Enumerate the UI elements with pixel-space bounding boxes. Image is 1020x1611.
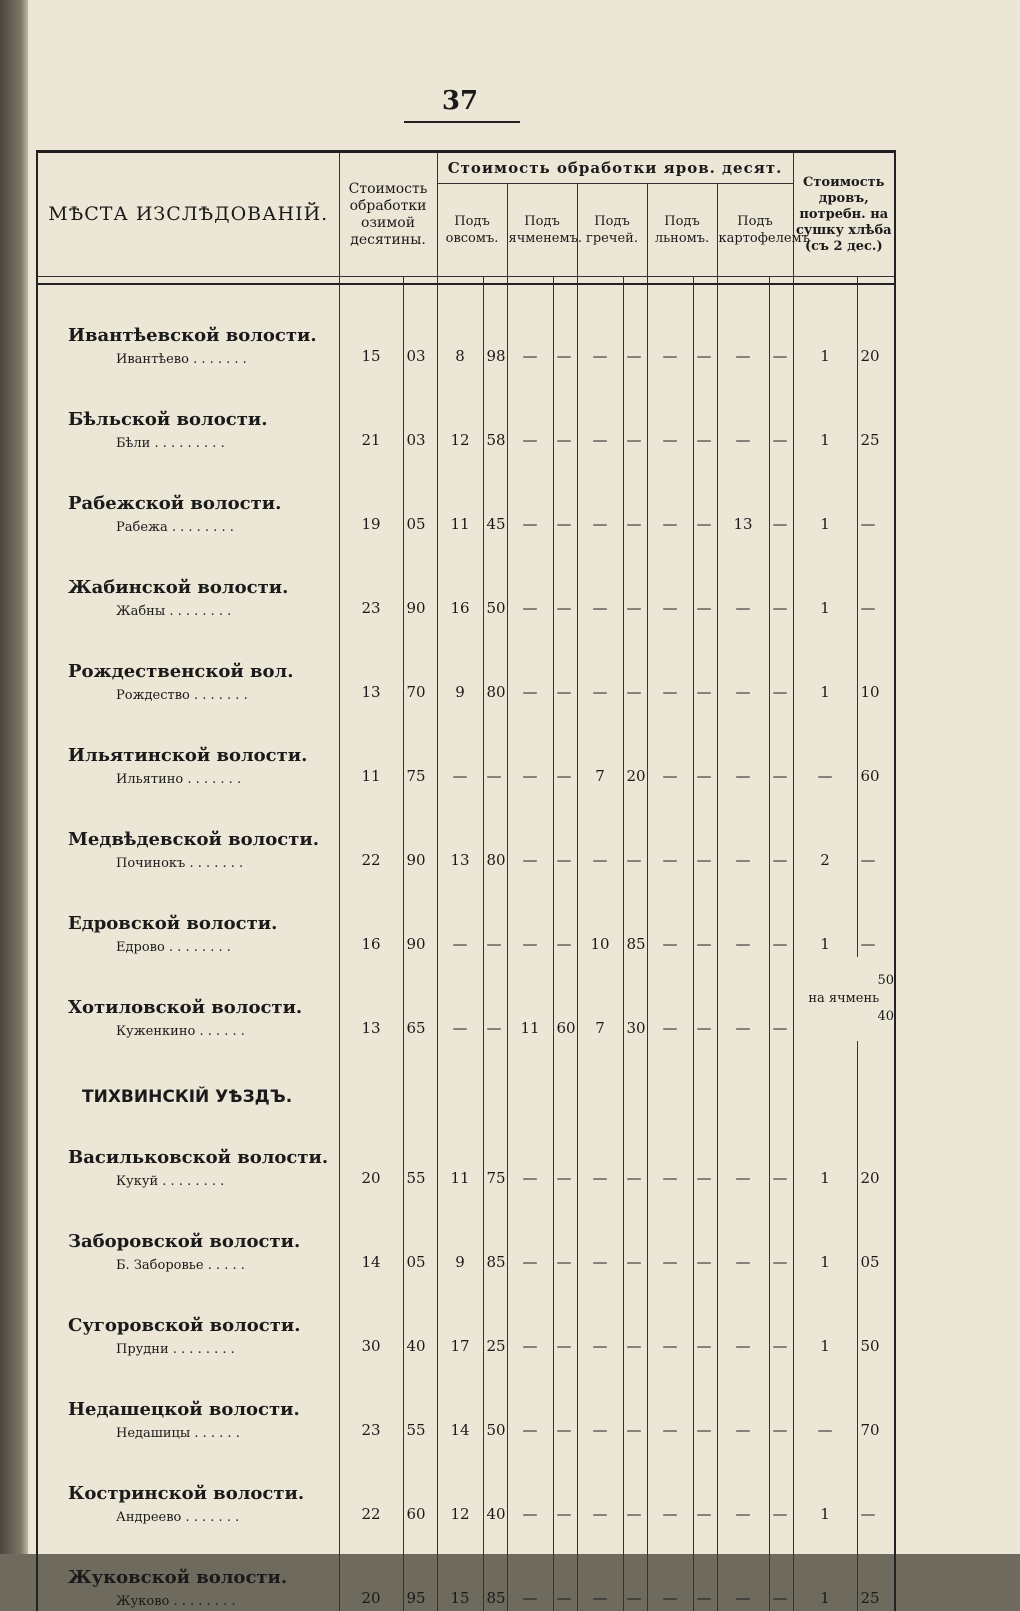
value-cell: 75 [403,705,437,789]
value-cell: — [793,705,857,789]
value-cell: — [623,621,647,705]
value-cell: 30 [623,957,647,1041]
value-cell: 1 [793,1527,857,1611]
value-cell: — [553,789,577,873]
value-cell: — [577,1443,623,1527]
value-cell: 7 [577,705,623,789]
value-cell: 40 [403,1275,437,1359]
value-cell: 55 [403,1359,437,1443]
value-cell: 22 [339,789,403,873]
value-cell: 16 [437,537,483,621]
volost-name: Жабинской волости. [68,577,289,598]
village-name: Б. Заборовье . . . . . [116,1258,245,1273]
value-cell: — [717,369,769,453]
value-cell: — [553,1107,577,1191]
place-cell [37,453,339,537]
value-cell: — [647,1359,693,1443]
village-name: Куженкино . . . . . . [116,1024,245,1039]
value-cell: 9 [437,1191,483,1275]
value-cell: 75 [483,1107,507,1191]
value-cell: — [693,453,717,537]
volost-name: Недашецкой волости. [68,1399,300,1420]
value-cell: 8 [437,284,483,369]
value-cell: 9 [437,621,483,705]
cost-table [36,150,896,1611]
place-cell [37,957,339,1041]
value-cell: — [717,789,769,873]
volost-name: Ивантѣевской волости. [68,325,317,346]
page-number: 37 [441,86,479,116]
value-cell: 1 [793,873,857,957]
value-cell: 1 [793,621,857,705]
value-cell: — [623,1275,647,1359]
header-buckwheat: Подъ гречей. [577,184,647,277]
value-cell: 15 [437,1527,483,1611]
value-cell: 19 [339,453,403,537]
table-row [37,1527,895,1611]
value-cell: 1 [793,1107,857,1191]
value-cell: 60 [403,1443,437,1527]
value-cell: — [769,453,793,537]
value-cell: — [769,1191,793,1275]
place-cell [37,873,339,957]
value-cell: 45 [483,453,507,537]
value-cell: — [717,1359,769,1443]
value-cell: — [693,1527,717,1611]
page-number-rule [404,121,520,123]
value-cell: — [857,453,895,537]
value-cell: — [577,284,623,369]
value-cell: — [769,873,793,957]
value-cell: — [647,705,693,789]
value-cell: — [693,789,717,873]
value-cell: — [647,789,693,873]
value-cell: 60 [553,957,577,1041]
table-row [37,621,895,705]
value-cell: 17 [437,1275,483,1359]
value-cell: — [693,1191,717,1275]
value-cell: — [623,1191,647,1275]
value-cell: 03 [403,369,437,453]
table-row [37,957,895,1041]
table-row [37,369,895,453]
place-cell [37,537,339,621]
value-cell: — [647,453,693,537]
value-cell: — [857,873,895,957]
value-cell: 05 [857,1191,895,1275]
village-name: Рождество . . . . . . . [116,688,248,703]
value-cell: 85 [623,873,647,957]
value-cell: 90 [403,537,437,621]
value-cell: — [623,1359,647,1443]
value-cell: 23 [339,1359,403,1443]
value-cell: 90 [403,873,437,957]
value-cell: — [483,873,507,957]
value-cell: — [623,369,647,453]
value-cell: — [553,1359,577,1443]
value-cell: — [553,705,577,789]
value-cell: 13 [437,789,483,873]
table-row [37,1107,895,1191]
value-cell: — [623,284,647,369]
value-cell: — [507,1107,553,1191]
value-cell: — [623,537,647,621]
table-row [37,1191,895,1275]
value-cell: 50 [483,1359,507,1443]
value-cell: — [769,1275,793,1359]
wood-note-cell [793,957,895,1041]
value-cell: — [507,789,553,873]
value-cell: — [693,537,717,621]
value-cell: — [717,873,769,957]
value-cell: — [507,1275,553,1359]
table-row [37,284,895,369]
village-name: Едрово . . . . . . . . [116,940,231,955]
value-cell: — [623,1443,647,1527]
value-cell: 65 [403,957,437,1041]
value-cell: 55 [403,1107,437,1191]
value-cell: — [577,369,623,453]
volost-name: Васильковской волости. [68,1147,329,1168]
value-cell: 20 [339,1527,403,1611]
value-cell: — [577,789,623,873]
value-cell: 23 [339,537,403,621]
value-cell: — [769,957,793,1041]
header-places: МѢСТА ИЗСЛѢДОВАНІЙ. [37,152,339,277]
value-cell: 11 [507,957,553,1041]
value-cell: — [793,1359,857,1443]
value-cell: — [553,1191,577,1275]
value-cell: 20 [857,1107,895,1191]
value-cell: — [647,621,693,705]
value-cell: — [507,369,553,453]
value-cell: — [623,1107,647,1191]
value-cell: — [693,957,717,1041]
value-cell: 25 [857,369,895,453]
header-flax: Подъ льномъ. [647,184,717,277]
value-cell: 70 [857,1359,895,1443]
value-cell: 11 [437,1107,483,1191]
value-cell: — [693,873,717,957]
value-cell: — [647,1107,693,1191]
volost-name: Костринской волости. [68,1483,305,1504]
value-cell: — [769,705,793,789]
value-cell: — [769,1359,793,1443]
table-row [37,789,895,873]
uezd-heading-cell [37,1041,339,1107]
village-name: Ильятино . . . . . . . [116,772,242,787]
value-cell: 13 [339,957,403,1041]
value-cell: — [507,1527,553,1611]
value-cell: 1 [793,1275,857,1359]
value-cell: — [437,873,483,957]
header-oats: Подъ овсомъ. [437,184,507,277]
value-cell: — [693,705,717,789]
value-cell: 05 [403,453,437,537]
table-row [37,453,895,537]
value-cell: 1 [793,1191,857,1275]
value-cell: — [693,284,717,369]
value-cell: — [577,1527,623,1611]
place-cell [37,1443,339,1527]
value-cell: — [647,957,693,1041]
value-cell: 60 [857,705,895,789]
value-cell: 1 [793,284,857,369]
book-spine-shadow [0,0,30,1554]
value-cell: 20 [857,284,895,369]
value-cell: 90 [403,789,437,873]
value-cell: 15 [339,284,403,369]
place-cell [37,1275,339,1359]
volost-name: Бѣльской волости. [68,409,268,430]
value-cell: — [647,1527,693,1611]
header-winter-cost: Стоимость обработки озимой десятины. [339,152,437,277]
value-cell: 13 [339,621,403,705]
value-cell: 80 [483,621,507,705]
value-cell: — [483,705,507,789]
volost-name: Хотиловской волости. [68,997,303,1018]
value-cell: 11 [339,705,403,789]
value-cell: — [507,284,553,369]
value-cell: 80 [483,789,507,873]
value-cell: 1 [793,537,857,621]
wood-note-line: 40 [877,1009,895,1024]
value-cell: 22 [339,1443,403,1527]
value-cell: 58 [483,369,507,453]
place-cell [37,369,339,453]
value-cell: — [693,369,717,453]
value-cell: 21 [339,369,403,453]
value-cell: 7 [577,957,623,1041]
village-name: Жуково . . . . . . . . [116,1594,236,1609]
value-cell: — [623,1527,647,1611]
village-name: Рабежа . . . . . . . . [116,520,234,535]
table-row [37,1275,895,1359]
place-cell [37,1107,339,1191]
village-name: Бѣли . . . . . . . . . [116,436,225,451]
header-spring-cost-group: Стоимость обработки яров. десят. [437,152,793,184]
value-cell: — [717,1191,769,1275]
value-cell: 20 [339,1107,403,1191]
place-cell [37,705,339,789]
village-name: Починокъ . . . . . . . [116,856,244,871]
value-cell: 13 [717,453,769,537]
value-cell: — [769,789,793,873]
volost-name: Заборовской волости. [68,1231,301,1252]
value-cell: — [647,284,693,369]
value-cell: 10 [857,621,895,705]
table-row [37,1359,895,1443]
value-cell: — [717,1443,769,1527]
value-cell: — [717,705,769,789]
volost-name: Жуковской волости. [68,1567,288,1588]
value-cell: 16 [339,873,403,957]
value-cell: 12 [437,1443,483,1527]
table-row [37,705,895,789]
value-cell: — [647,1191,693,1275]
value-cell: — [507,453,553,537]
value-cell: — [577,1275,623,1359]
value-cell: — [717,1107,769,1191]
uezd-heading: ТИХВИНСКІЙ УѢЗДЪ. [82,1087,293,1107]
value-cell: 1 [793,369,857,453]
value-cell: — [769,537,793,621]
value-cell: — [769,369,793,453]
value-cell: — [483,957,507,1041]
header-wood-cost: Стоимость дровъ, потребн. на сушку хлѣба (съ 2 дес.) [793,152,895,277]
value-cell: 70 [403,621,437,705]
place-cell [37,621,339,705]
value-cell: — [623,789,647,873]
value-cell: — [857,1443,895,1527]
value-cell: 85 [483,1527,507,1611]
header-barley: Подъ ячменемъ. [507,184,577,277]
book-page [28,0,1020,1609]
volost-name: Сугоровской волости. [68,1315,301,1336]
value-cell: 14 [339,1191,403,1275]
value-cell: 03 [403,284,437,369]
value-cell: — [553,537,577,621]
value-cell: — [437,957,483,1041]
value-cell: 50 [857,1275,895,1359]
value-cell: — [577,537,623,621]
village-name: Недашицы . . . . . . [116,1426,240,1441]
value-cell: — [507,1443,553,1527]
value-cell: 25 [483,1275,507,1359]
value-cell: — [693,1443,717,1527]
value-cell: — [717,957,769,1041]
value-cell: — [769,1527,793,1611]
value-cell: 1 [793,1443,857,1527]
volost-name: Рабежской волости. [68,493,282,514]
value-cell: — [647,537,693,621]
village-name: Жабны . . . . . . . . [116,604,232,619]
value-cell: — [553,1275,577,1359]
value-cell: 40 [483,1443,507,1527]
value-cell: — [857,789,895,873]
place-cell [37,789,339,873]
value-cell: — [553,453,577,537]
value-cell: — [553,621,577,705]
place-cell [37,284,339,369]
volost-name: Медвѣдевской волости. [68,829,320,850]
value-cell: — [717,621,769,705]
value-cell: — [507,537,553,621]
volost-name: Ильятинской волости. [68,745,308,766]
value-cell: — [553,1527,577,1611]
table-row [37,873,895,957]
volost-name: Рождественской вол. [68,661,294,682]
table-row [37,537,895,621]
village-name: Прудни . . . . . . . . [116,1342,235,1357]
value-cell: — [577,621,623,705]
value-cell: — [717,1275,769,1359]
place-cell [37,1527,339,1611]
value-cell: — [623,453,647,537]
value-cell: — [647,873,693,957]
value-cell: — [769,621,793,705]
value-cell: — [693,1107,717,1191]
value-cell: 05 [403,1191,437,1275]
value-cell: — [553,1443,577,1527]
value-cell: — [437,705,483,789]
value-cell: — [577,453,623,537]
value-cell: — [577,1107,623,1191]
value-cell: — [717,537,769,621]
value-cell: — [717,284,769,369]
value-cell: — [553,284,577,369]
value-cell: 20 [623,705,647,789]
value-cell: — [647,369,693,453]
value-cell: — [647,1443,693,1527]
value-cell: 50 [483,537,507,621]
value-cell: — [507,1359,553,1443]
wood-note-line: на ячмень [808,991,880,1006]
value-cell: — [507,705,553,789]
header-potato: Подъ картофелемъ [717,184,793,277]
value-cell: — [769,1443,793,1527]
value-cell: 11 [437,453,483,537]
wood-note-line: 50 [877,973,895,988]
value-cell: — [693,1275,717,1359]
value-cell: — [693,621,717,705]
value-cell: 10 [577,873,623,957]
value-cell: 1 [793,453,857,537]
village-name: Андреево . . . . . . . [116,1510,240,1525]
value-cell: — [507,873,553,957]
value-cell: — [553,369,577,453]
table-row [37,1443,895,1527]
value-cell: 95 [403,1527,437,1611]
value-cell: — [507,1191,553,1275]
value-cell: 85 [483,1191,507,1275]
value-cell: — [507,621,553,705]
place-cell [37,1359,339,1443]
volost-name: Едровской волости. [68,913,278,934]
value-cell: — [647,1275,693,1359]
value-cell: — [553,873,577,957]
village-name: Кукуй . . . . . . . . [116,1174,225,1189]
value-cell: 2 [793,789,857,873]
value-cell: — [857,537,895,621]
place-cell [37,1191,339,1275]
value-cell: 12 [437,369,483,453]
value-cell: — [693,1359,717,1443]
value-cell: — [769,284,793,369]
value-cell: — [769,1107,793,1191]
value-cell: 30 [339,1275,403,1359]
value-cell: 25 [857,1527,895,1611]
value-cell: — [577,1359,623,1443]
value-cell: 98 [483,284,507,369]
value-cell: — [717,1527,769,1611]
village-name: Ивантѣево . . . . . . . [116,352,247,367]
value-cell: — [577,1191,623,1275]
value-cell: 14 [437,1359,483,1443]
